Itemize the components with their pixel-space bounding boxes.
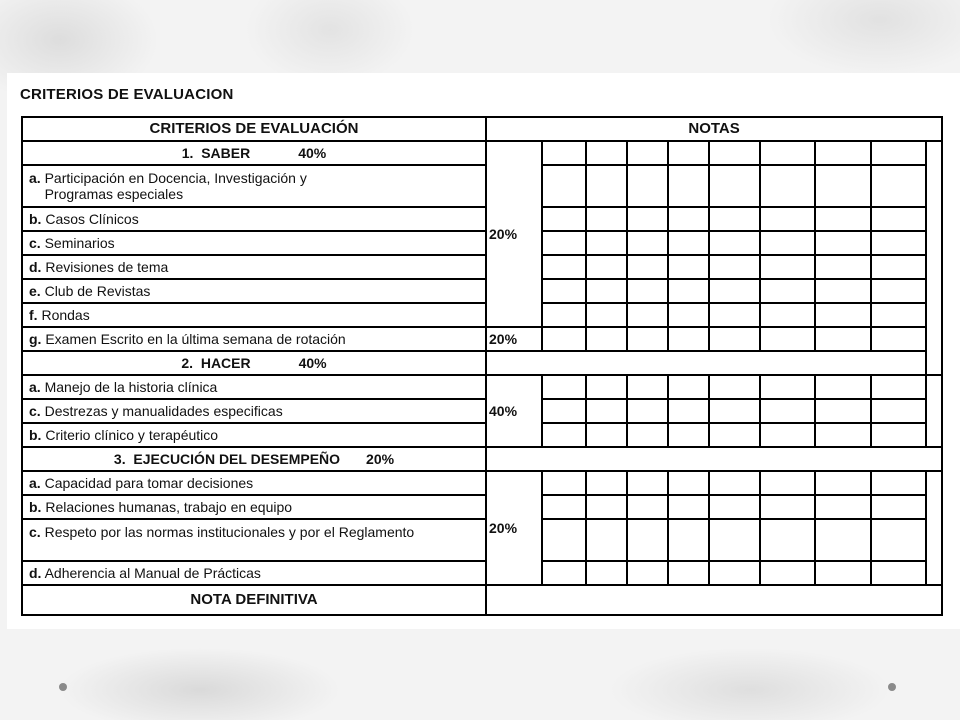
criterion-row (22, 375, 942, 399)
criterion-item: a. Participación en Docencia, Investigación y Programas especiales (22, 165, 486, 207)
header-row (22, 117, 942, 141)
group-percent: 20% (486, 327, 542, 351)
slide-dot-right (888, 683, 896, 691)
criterion-item: c. Respeto por las normas institucionales y por el Reglamento (22, 519, 486, 561)
criterion-item: c. Destrezas y manualidades especificas (22, 399, 486, 423)
criterion-row (22, 495, 942, 519)
criterion-row (22, 231, 942, 255)
section-title-ejecucion: 3. EJECUCIÓN DEL DESEMPEÑO 20% (22, 447, 486, 471)
group-percent: 20% (486, 141, 542, 327)
section-row (22, 351, 942, 375)
criterion-row (22, 471, 942, 495)
final-grade-label: NOTA DEFINITIVA (22, 585, 486, 615)
criterion-row (22, 255, 942, 279)
criterion-row (22, 165, 942, 207)
criterion-row (22, 561, 942, 585)
criterion-row (22, 279, 942, 303)
criterion-row (22, 519, 942, 561)
criterion-item: a. Capacidad para tomar decisiones (22, 471, 486, 495)
criterion-item: c. Seminarios (22, 231, 486, 255)
notes-header: NOTAS (486, 117, 942, 141)
criterion-row (22, 423, 942, 447)
criterion-item: f. Rondas (22, 303, 486, 327)
final-grade-value (486, 585, 942, 615)
criterion-row (22, 207, 942, 231)
section-row (22, 447, 942, 471)
footer-row (22, 585, 942, 615)
criterion-item: b. Criterio clínico y terapéutico (22, 423, 486, 447)
section-row (22, 141, 942, 165)
criterion-item: g. Examen Escrito en la última semana de rotación (22, 327, 486, 351)
group-percent: 40% (486, 375, 542, 447)
criterion-item: b. Casos Clínicos (22, 207, 486, 231)
section-title-hacer: 2. HACER 40% (22, 351, 486, 375)
criterion-row (22, 399, 942, 423)
criterion-item: a. Manejo de la historia clínica (22, 375, 486, 399)
criterion-item: d. Adherencia al Manual de Prácticas (22, 561, 486, 585)
evaluation-table (21, 116, 943, 616)
criteria-header: CRITERIOS DE EVALUACIÓN (22, 117, 486, 141)
criterion-row (22, 303, 942, 327)
slide-dot-left (59, 683, 67, 691)
criterion-row (22, 327, 942, 351)
criterion-item: e. Club de Revistas (22, 279, 486, 303)
criterion-item: b. Relaciones humanas, trabajo en equipo (22, 495, 486, 519)
criterion-item: d. Revisiones de tema (22, 255, 486, 279)
group-percent: 20% (486, 471, 542, 585)
section-title-saber: 1. SABER 40% (22, 141, 486, 165)
document-title: CRITERIOS DE EVALUACION (20, 86, 234, 103)
